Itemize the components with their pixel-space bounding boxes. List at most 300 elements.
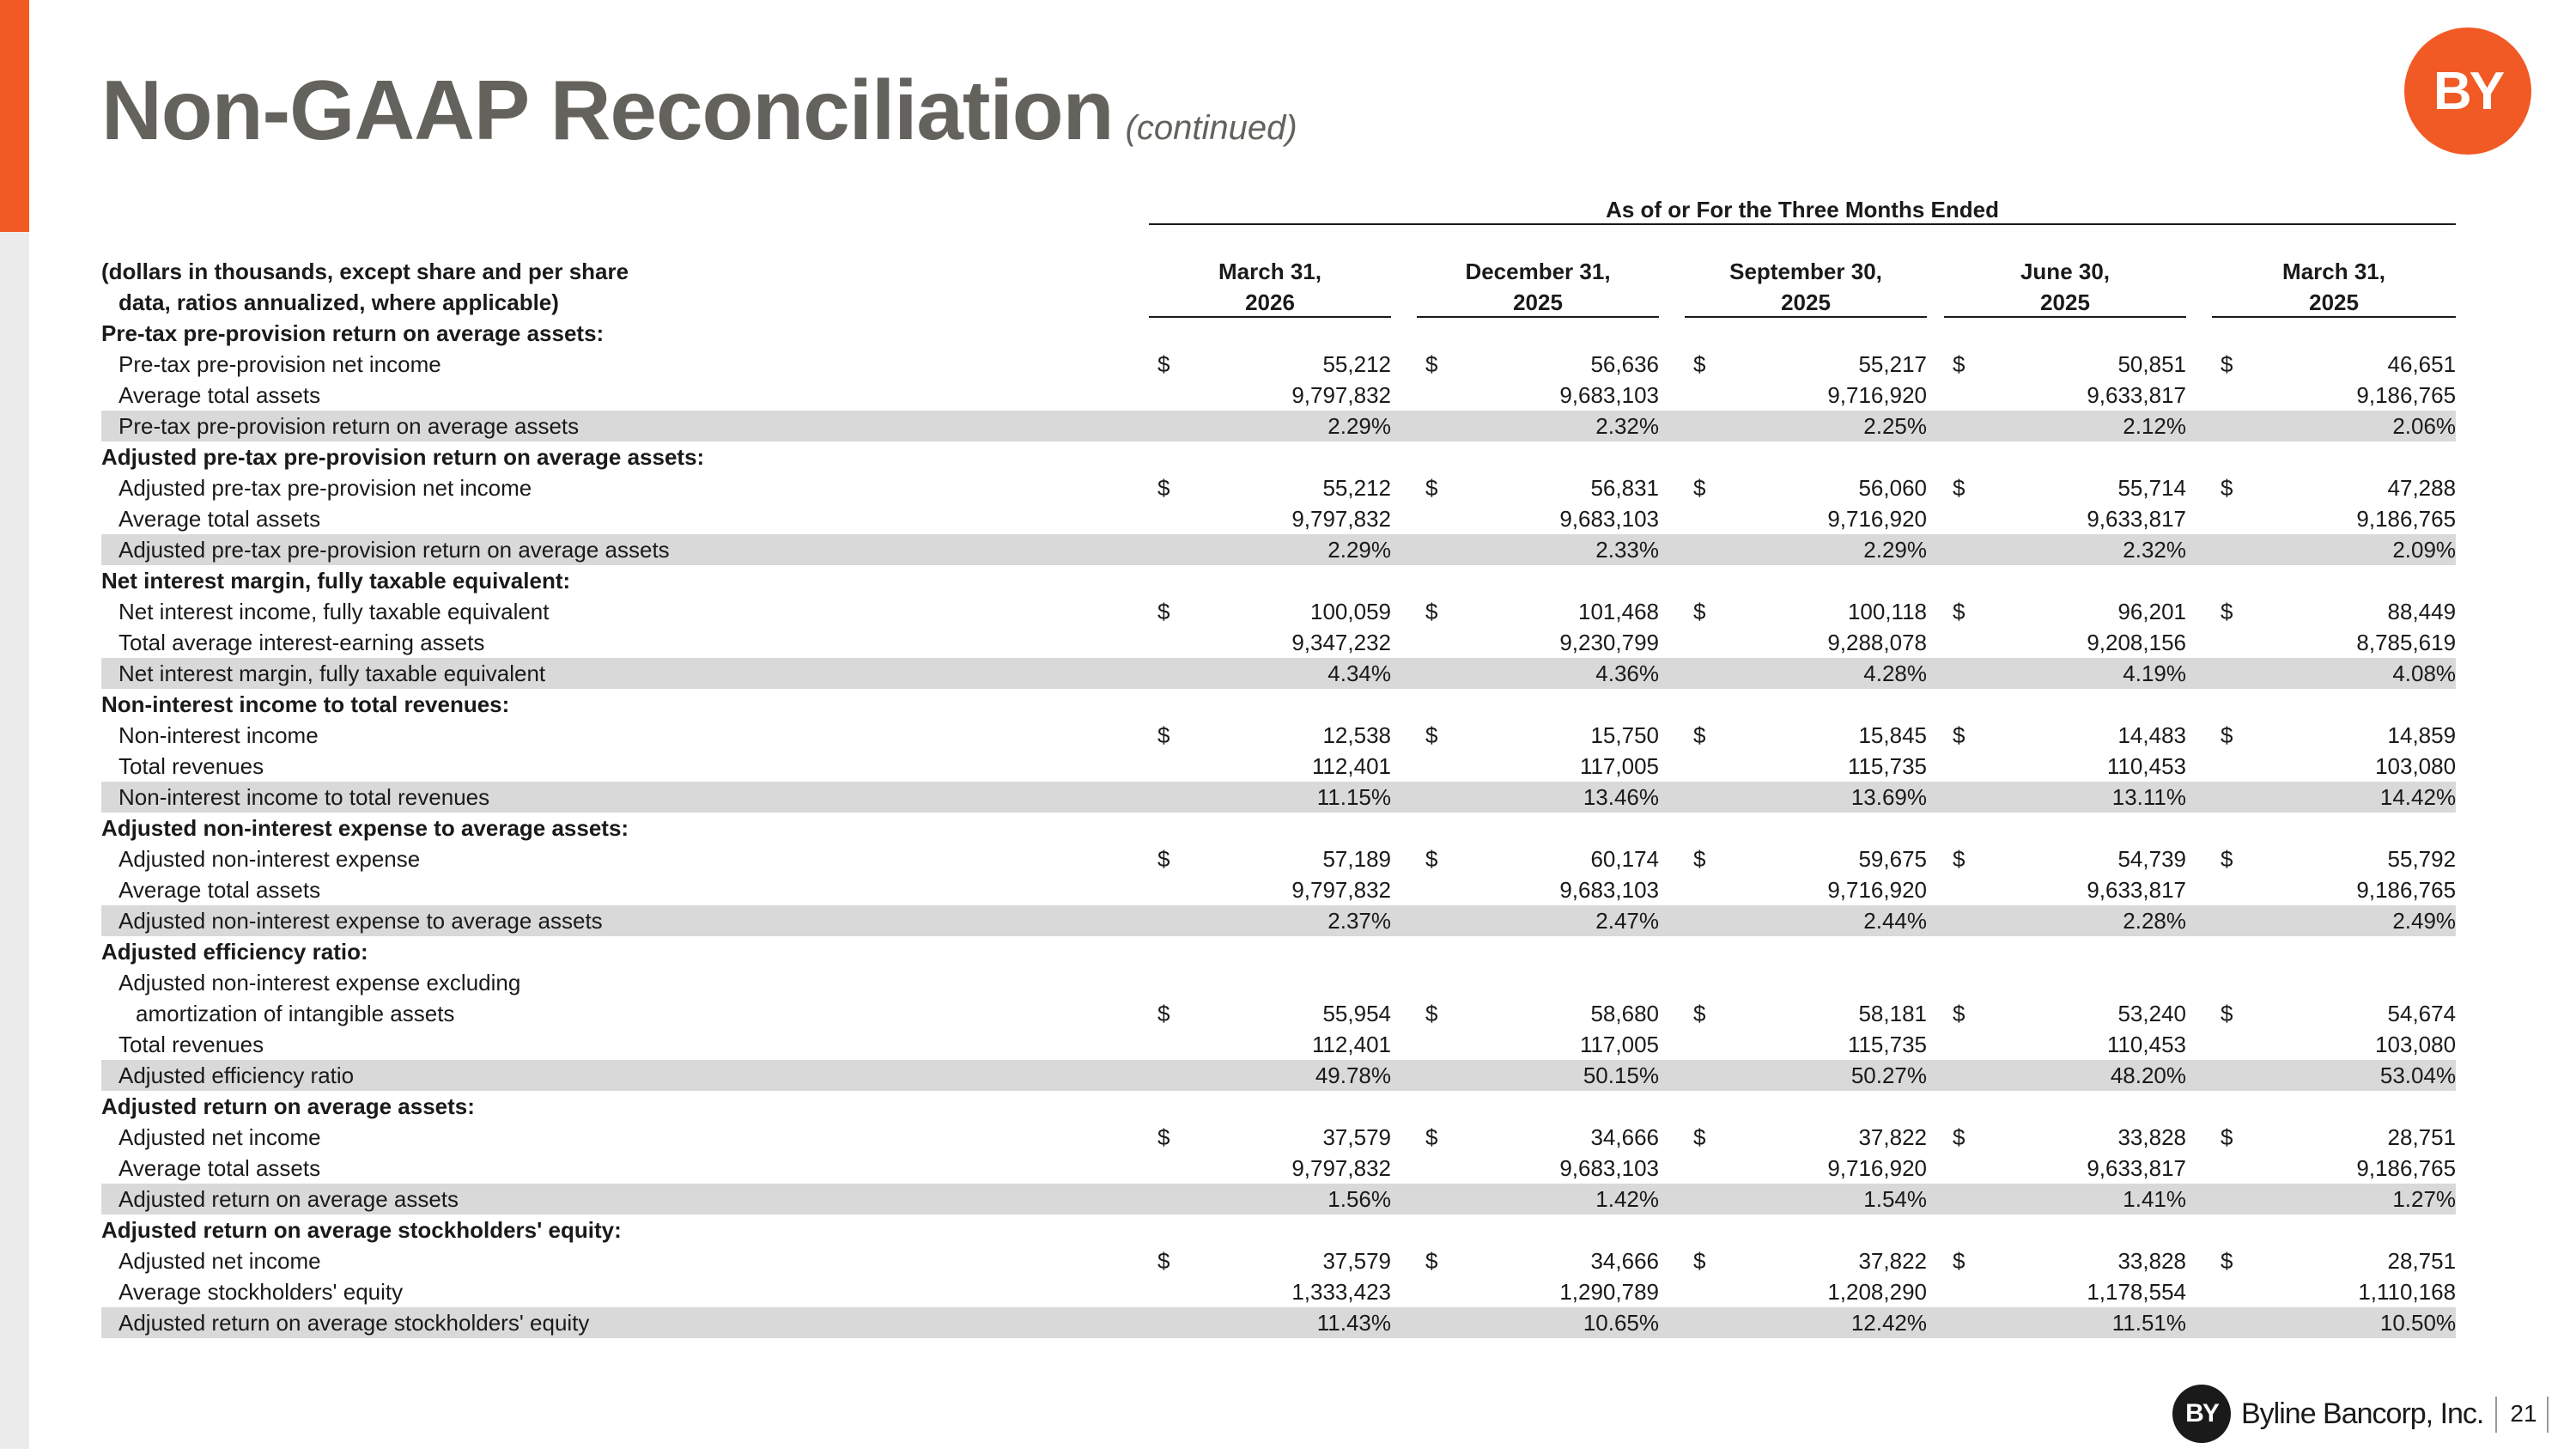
reconciliation-table [101, 194, 2456, 1338]
column-gap [2186, 1184, 2212, 1215]
currency-symbol [1685, 905, 1736, 936]
currency-symbol [1149, 380, 1200, 411]
row-label: Adjusted net income [118, 1124, 321, 1150]
currency-symbol: $ [1953, 1248, 1965, 1274]
column-gap [1123, 472, 1149, 503]
column-gap [1123, 782, 1149, 813]
company-name: Byline Bancorp, Inc. [2241, 1397, 2484, 1430]
row-label: Adjusted return on average stockholders' equity [101, 1307, 1123, 1338]
currency-symbol: $ [1425, 722, 1438, 748]
value-cell: 9,633,817 [2087, 506, 2186, 532]
row-label: Average stockholders' equity [118, 1279, 404, 1305]
column-gap [1123, 905, 1149, 936]
currency-symbol [2212, 534, 2263, 565]
currency-symbol [1149, 1153, 1200, 1184]
table-row [101, 1122, 2456, 1153]
table-row [101, 874, 2456, 905]
currency-symbol: $ [1157, 1124, 1170, 1150]
value-cell: 33,828 [2117, 1248, 2186, 1274]
column-header-month: June 30, [2020, 259, 2111, 284]
value-cell: 1.41% [1996, 1184, 2186, 1215]
currency-symbol [2212, 1276, 2263, 1307]
value-cell: 55,212 [1322, 351, 1391, 377]
table-row [101, 751, 2456, 782]
column-gap [1659, 1029, 1685, 1060]
table-row [101, 1029, 2456, 1060]
currency-symbol [1149, 905, 1200, 936]
row-label: Adjusted net income [118, 1248, 321, 1274]
column-gap [1659, 627, 1685, 658]
section-title-row [101, 441, 2456, 472]
column-gap [1659, 658, 1685, 689]
row-label: Adjusted efficiency ratio [101, 1060, 1123, 1091]
section-title-row [101, 1215, 2456, 1245]
value-cell: 1.54% [1736, 1184, 1927, 1215]
column-gap [1123, 1153, 1149, 1184]
row-label: Non-interest income [118, 722, 319, 748]
column-gap [1659, 503, 1685, 534]
value-cell: 37,822 [1858, 1248, 1927, 1274]
column-gap [1927, 658, 1944, 689]
column-gap [1123, 1276, 1149, 1307]
value-cell: 13.11% [1996, 782, 2186, 813]
footer-logo [2172, 1385, 2483, 1443]
currency-symbol: $ [2221, 846, 2233, 872]
currency-symbol [2212, 1153, 2263, 1184]
value-cell: 2.06% [2263, 411, 2456, 441]
column-gap [2186, 1122, 2212, 1153]
currency-symbol [1417, 1184, 1468, 1215]
currency-symbol [2212, 1029, 2263, 1060]
value-cell: 33,828 [2117, 1124, 2186, 1150]
value-cell: 9,797,832 [1291, 382, 1391, 408]
column-gap [1391, 1122, 1417, 1153]
column-header-year: 2026 [1149, 287, 1391, 318]
value-cell: 112,401 [1311, 1032, 1391, 1057]
byline-logo-icon: BY [2404, 27, 2531, 155]
column-gap [1927, 503, 1944, 534]
currency-symbol [2212, 1184, 2263, 1215]
column-gap [1927, 596, 1944, 627]
currency-symbol [1944, 411, 1996, 441]
currency-symbol [2212, 627, 2263, 658]
row-label: Adjusted non-interest expense [118, 846, 421, 872]
currency-symbol: $ [1953, 475, 1965, 501]
currency-symbol [1685, 1153, 1736, 1184]
section-title-row [101, 318, 2456, 349]
value-cell: 15,750 [1590, 722, 1659, 748]
column-gap [1927, 1307, 1944, 1338]
currency-symbol: $ [2221, 1248, 2233, 1274]
row-label: Average total assets [118, 877, 321, 903]
section-title: Adjusted return on average assets: [101, 1093, 475, 1119]
value-cell: 2.29% [1736, 534, 1927, 565]
value-cell: 11.43% [1200, 1307, 1391, 1338]
value-cell: 117,005 [1579, 753, 1659, 779]
column-gap [2186, 967, 2212, 998]
value-cell: 54,674 [2387, 1001, 2457, 1026]
column-gap [1391, 1276, 1417, 1307]
value-cell: 103,080 [2375, 1032, 2457, 1057]
column-gap [1123, 1029, 1149, 1060]
row-label: Adjusted pre-tax pre-provision return on average assets [101, 534, 1123, 565]
currency-symbol: $ [1157, 1001, 1170, 1026]
column-header-month: March 31, [1218, 259, 1321, 284]
value-cell: 2.32% [1468, 411, 1659, 441]
column-gap [1659, 1122, 1685, 1153]
column-header-row-2 [101, 287, 2456, 318]
currency-symbol [1944, 782, 1996, 813]
section-title: Pre-tax pre-provision return on average assets: [101, 320, 605, 346]
currency-symbol [1149, 627, 1200, 658]
currency-symbol: $ [1157, 1248, 1170, 1274]
column-gap [1123, 627, 1149, 658]
column-gap [1391, 411, 1417, 441]
column-gap [1123, 658, 1149, 689]
column-gap [2186, 596, 2212, 627]
column-gap [1391, 1153, 1417, 1184]
value-cell: 59,675 [1858, 846, 1927, 872]
column-gap [2186, 503, 2212, 534]
column-gap [1391, 720, 1417, 751]
currency-symbol [1944, 1276, 1996, 1307]
value-cell: 56,831 [1590, 475, 1659, 501]
column-gap [1391, 967, 1417, 998]
value-cell: 47,288 [2387, 475, 2457, 501]
value-cell: 58,181 [1858, 1001, 1927, 1026]
table-row [101, 1276, 2456, 1307]
value-cell: 2.47% [1468, 905, 1659, 936]
column-gap [1391, 472, 1417, 503]
currency-symbol [1944, 1060, 1996, 1091]
value-cell: 1,178,554 [2087, 1279, 2186, 1305]
value-cell: 2.32% [1996, 534, 2186, 565]
value-cell: 53,240 [2117, 1001, 2186, 1026]
table-row [101, 1245, 2456, 1276]
column-gap [2186, 720, 2212, 751]
column-gap [1391, 596, 1417, 627]
value-cell: 9,797,832 [1291, 1155, 1391, 1181]
column-gap [2186, 627, 2212, 658]
value-cell: 15,845 [1858, 722, 1927, 748]
column-gap [2186, 1029, 2212, 1060]
value-cell: 53.04% [2263, 1060, 2456, 1091]
value-cell: 37,822 [1858, 1124, 1927, 1150]
column-gap [1927, 1029, 1944, 1060]
column-gap [1927, 905, 1944, 936]
value-cell: 9,683,103 [1559, 506, 1659, 532]
ratio-row [101, 782, 2456, 813]
currency-symbol: $ [1953, 1124, 1965, 1150]
currency-symbol [1944, 751, 1996, 782]
value-cell: 9,347,232 [1291, 630, 1391, 655]
currency-symbol: $ [2221, 351, 2233, 377]
value-cell [2263, 967, 2456, 998]
currency-symbol [1149, 1276, 1200, 1307]
column-gap [2186, 1245, 2212, 1276]
table-row [101, 472, 2456, 503]
value-cell: 14,483 [2117, 722, 2186, 748]
value-cell: 56,636 [1590, 351, 1659, 377]
currency-symbol: $ [1157, 475, 1170, 501]
value-cell: 10.65% [1468, 1307, 1659, 1338]
column-gap [1391, 627, 1417, 658]
section-title: Adjusted non-interest expense to average assets: [101, 815, 629, 841]
column-gap [1391, 1245, 1417, 1276]
column-gap [2186, 472, 2212, 503]
column-gap [1659, 596, 1685, 627]
currency-symbol: $ [1953, 599, 1965, 624]
currency-symbol [1417, 627, 1468, 658]
currency-symbol [1149, 782, 1200, 813]
value-cell: 1,333,423 [1291, 1279, 1391, 1305]
page-number-divider [2547, 1397, 2549, 1433]
column-gap [2186, 658, 2212, 689]
section-title-row [101, 936, 2456, 967]
currency-symbol [2212, 905, 2263, 936]
row-label: Average total assets [118, 382, 321, 408]
value-cell: 88,449 [2387, 599, 2457, 624]
row-label: Pre-tax pre-provision net income [118, 351, 441, 377]
currency-symbol [1149, 874, 1200, 905]
currency-symbol [1685, 967, 1736, 998]
row-label: Average total assets [118, 1155, 321, 1181]
value-cell: 14.42% [2263, 782, 2456, 813]
column-gap [1659, 349, 1685, 380]
value-cell: 57,189 [1322, 846, 1391, 872]
value-cell: 9,633,817 [2087, 877, 2186, 903]
currency-symbol [1685, 534, 1736, 565]
currency-symbol [2212, 782, 2263, 813]
ratio-row [101, 905, 2456, 936]
ratio-row [101, 1184, 2456, 1215]
value-cell: 13.46% [1468, 782, 1659, 813]
value-cell: 100,059 [1310, 599, 1391, 624]
currency-symbol [1944, 967, 1996, 998]
currency-symbol: $ [1425, 1248, 1438, 1274]
column-gap [1123, 720, 1149, 751]
value-cell: 9,683,103 [1559, 382, 1659, 408]
row-label: Total revenues [118, 753, 264, 779]
value-cell: 48.20% [1996, 1060, 2186, 1091]
currency-symbol [1417, 1029, 1468, 1060]
currency-symbol [1417, 411, 1468, 441]
column-gap [1123, 349, 1149, 380]
column-gap [1123, 380, 1149, 411]
column-gap [1391, 380, 1417, 411]
currency-symbol [1149, 503, 1200, 534]
value-cell: 9,633,817 [2087, 382, 2186, 408]
label-header-line2: data, ratios annualized, where applicable) [118, 289, 559, 315]
currency-symbol [2212, 967, 2263, 998]
currency-symbol: $ [1425, 475, 1438, 501]
currency-symbol [1944, 1029, 1996, 1060]
column-gap [1659, 843, 1685, 874]
table-row [101, 596, 2456, 627]
value-cell: 10.50% [2263, 1307, 2456, 1338]
label-header-line1: (dollars in thousands, except share and per share [101, 259, 629, 284]
column-gap [1927, 349, 1944, 380]
value-cell: 4.08% [2263, 658, 2456, 689]
currency-symbol [1149, 967, 1200, 998]
ratio-row [101, 658, 2456, 689]
column-gap [1927, 751, 1944, 782]
section-title-row [101, 813, 2456, 843]
column-gap [1123, 1184, 1149, 1215]
currency-symbol [1685, 1184, 1736, 1215]
column-gap [1659, 1276, 1685, 1307]
value-cell [1468, 967, 1659, 998]
row-label: Pre-tax pre-provision return on average assets [101, 411, 1123, 441]
currency-symbol [1944, 905, 1996, 936]
row-label: Net interest income, fully taxable equivalent [118, 599, 550, 624]
column-gap [1927, 1153, 1944, 1184]
column-gap [1123, 843, 1149, 874]
currency-symbol [1944, 874, 1996, 905]
value-cell: 1,290,789 [1559, 1279, 1659, 1305]
value-cell: 9,716,920 [1827, 1155, 1927, 1181]
column-gap [1123, 1245, 1149, 1276]
column-gap [1659, 998, 1685, 1029]
currency-symbol: $ [2221, 722, 2233, 748]
value-cell: 9,683,103 [1559, 1155, 1659, 1181]
column-gap [1123, 411, 1149, 441]
currency-symbol [1685, 380, 1736, 411]
value-cell: 54,739 [2117, 846, 2186, 872]
value-cell: 9,797,832 [1291, 877, 1391, 903]
column-gap [1927, 720, 1944, 751]
value-cell: 9,633,817 [2087, 1155, 2186, 1181]
currency-symbol: $ [1693, 1248, 1706, 1274]
value-cell: 9,797,832 [1291, 506, 1391, 532]
value-cell: 9,683,103 [1559, 877, 1659, 903]
value-cell: 101,468 [1578, 599, 1659, 624]
value-cell: 2.49% [2263, 905, 2456, 936]
value-cell: 9,230,799 [1559, 630, 1659, 655]
value-cell: 55,792 [2387, 846, 2457, 872]
value-cell: 2.25% [1736, 411, 1927, 441]
ratio-row [101, 1060, 2456, 1091]
column-gap [1927, 534, 1944, 565]
column-gap [1391, 843, 1417, 874]
value-cell: 8,785,619 [2356, 630, 2457, 655]
value-cell: 4.28% [1736, 658, 1927, 689]
column-gap [1123, 967, 1149, 998]
currency-symbol [1685, 874, 1736, 905]
column-gap [2186, 905, 2212, 936]
column-gap [1391, 1060, 1417, 1091]
value-cell: 103,080 [2375, 753, 2457, 779]
column-gap [1123, 751, 1149, 782]
column-gap [1927, 782, 1944, 813]
currency-symbol [2212, 1307, 2263, 1338]
currency-symbol [1944, 1184, 1996, 1215]
row-label: Adjusted non-interest expense to average assets [101, 905, 1123, 936]
column-gap [1927, 967, 1944, 998]
value-cell: 55,212 [1322, 475, 1391, 501]
column-gap [1123, 874, 1149, 905]
currency-symbol [1944, 503, 1996, 534]
column-gap [1391, 658, 1417, 689]
column-gap [1927, 1276, 1944, 1307]
page-number-divider [2495, 1397, 2497, 1433]
currency-symbol [1685, 1276, 1736, 1307]
table-row [101, 720, 2456, 751]
currency-symbol: $ [1157, 599, 1170, 624]
value-cell: 9,186,765 [2356, 877, 2457, 903]
column-gap [1659, 1245, 1685, 1276]
currency-symbol [1149, 534, 1200, 565]
currency-symbol: $ [2221, 475, 2233, 501]
value-cell: 9,186,765 [2356, 382, 2457, 408]
value-cell: 55,714 [2117, 475, 2186, 501]
super-header-row [101, 194, 2456, 225]
column-gap [1659, 905, 1685, 936]
value-cell: 1.42% [1468, 1184, 1659, 1215]
section-title: Adjusted pre-tax pre-provision return on average assets: [101, 444, 705, 470]
value-cell: 28,751 [2387, 1248, 2457, 1274]
value-cell: 14,859 [2387, 722, 2457, 748]
super-header: As of or For the Three Months Ended [1149, 194, 2456, 225]
column-header-row-1 [101, 256, 2456, 287]
currency-symbol [1685, 658, 1736, 689]
section-title: Adjusted return on average stockholders' equity: [101, 1217, 622, 1243]
column-gap [2186, 1153, 2212, 1184]
column-gap [2186, 751, 2212, 782]
currency-symbol [1685, 751, 1736, 782]
section-title: Net interest margin, fully taxable equivalent: [101, 568, 571, 594]
currency-symbol [1944, 1153, 1996, 1184]
column-gap [2186, 874, 2212, 905]
currency-symbol [1417, 534, 1468, 565]
currency-symbol [1149, 1184, 1200, 1215]
currency-symbol [1685, 627, 1736, 658]
column-gap [1659, 411, 1685, 441]
value-cell: 9,288,078 [1827, 630, 1927, 655]
value-cell: 9,208,156 [2087, 630, 2186, 655]
currency-symbol: $ [2221, 1124, 2233, 1150]
currency-symbol: $ [1693, 722, 1706, 748]
value-cell: 9,716,920 [1827, 382, 1927, 408]
row-label: Total average interest-earning assets [118, 630, 485, 655]
currency-symbol: $ [1425, 599, 1438, 624]
value-cell: 4.34% [1200, 658, 1391, 689]
page-subtitle: (continued) [1125, 109, 1297, 147]
value-cell: 56,060 [1858, 475, 1927, 501]
value-cell: 37,579 [1322, 1248, 1391, 1274]
currency-symbol [1417, 380, 1468, 411]
column-gap [1659, 751, 1685, 782]
currency-symbol [1685, 1029, 1736, 1060]
currency-symbol [2212, 380, 2263, 411]
column-gap [1123, 1307, 1149, 1338]
currency-symbol: $ [1425, 351, 1438, 377]
value-cell: 100,118 [1847, 599, 1927, 624]
column-header-year: 2025 [1944, 287, 2186, 318]
value-cell: 115,735 [1847, 1032, 1927, 1057]
value-cell: 115,735 [1847, 753, 1927, 779]
column-gap [1659, 1060, 1685, 1091]
column-gap [1391, 1184, 1417, 1215]
column-gap [1123, 596, 1149, 627]
page-number: 21 [2510, 1400, 2537, 1427]
currency-symbol: $ [1425, 1001, 1438, 1026]
currency-symbol [1417, 1307, 1468, 1338]
row-label: Total revenues [118, 1032, 264, 1057]
column-gap [2186, 1307, 2212, 1338]
value-cell: 2.12% [1996, 411, 2186, 441]
column-gap [2186, 349, 2212, 380]
